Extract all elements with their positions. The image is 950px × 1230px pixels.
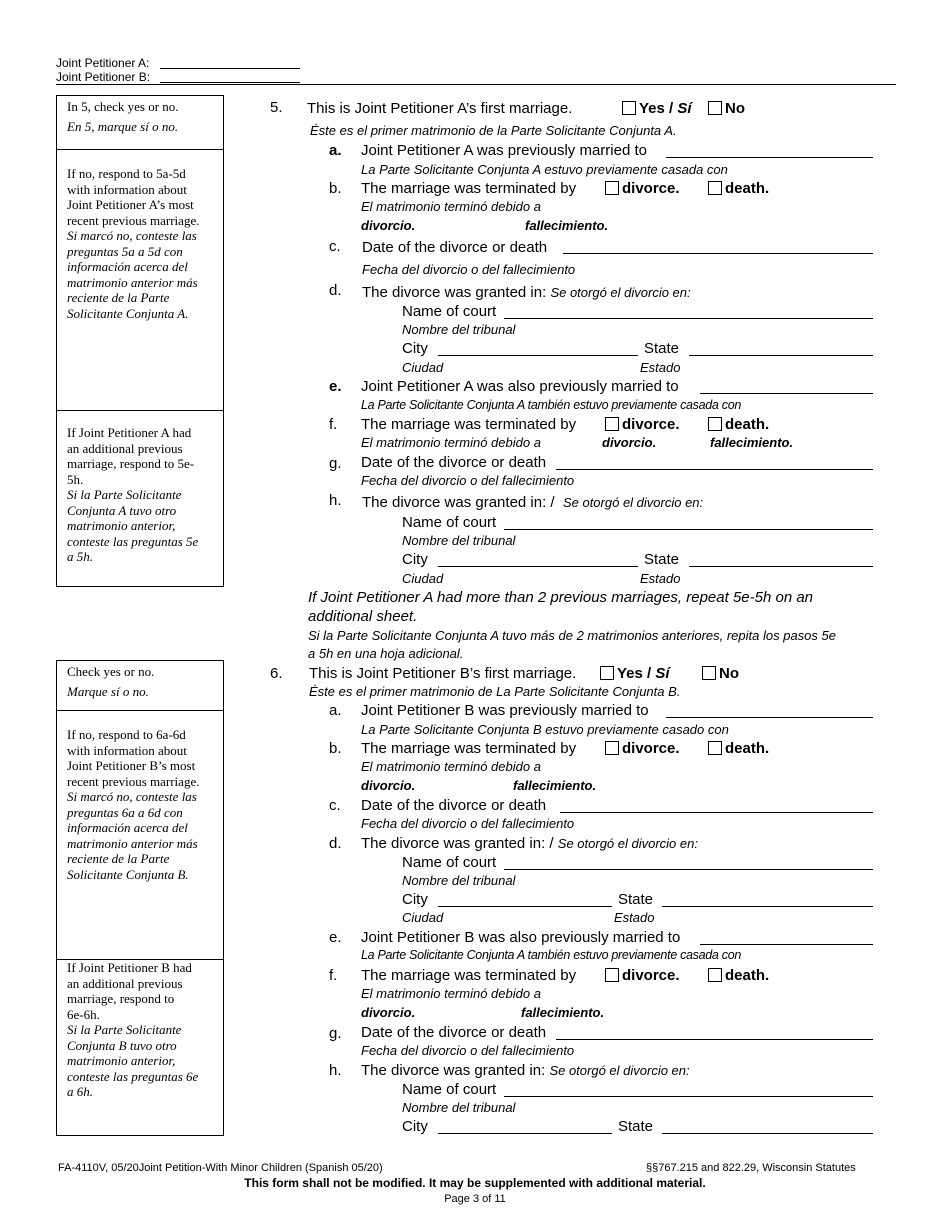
sidebar-text: conteste las preguntas 5e xyxy=(67,533,199,549)
q5e-letter: e. xyxy=(329,378,342,395)
footer-form-id: FA-4110V, 05/20Joint Petition-With Minor Children (Spanish 05/20) xyxy=(58,1162,383,1174)
granted-text-es: Se otorgó el divorcio en: xyxy=(549,1063,690,1078)
q6a-label: Joint Petitioner B was previously married to xyxy=(361,702,649,719)
q6h-state-label: State xyxy=(618,1118,654,1135)
q6-title-es: Éste es el primer matrimonio de La Parte Solicitante Conjunta B. xyxy=(309,684,681,699)
sidebar-text: matrimonio anterior, xyxy=(67,518,176,533)
petitioner-a-label: Joint Petitioner A: xyxy=(56,56,150,70)
q6-yes-option[interactable] xyxy=(600,665,670,682)
q5d-estado: Estado xyxy=(640,360,681,375)
sidebar-text: matrimonio anterior más xyxy=(67,835,198,851)
q5g-label: Date of the divorce or death xyxy=(361,454,547,471)
q5f-death-option[interactable] xyxy=(708,416,769,433)
granted-text: The divorce was granted in: / xyxy=(361,835,554,852)
q5f-letter: f. xyxy=(329,416,338,433)
q6d-court-label: Name of court xyxy=(402,854,497,871)
granted-text: The divorce was granted in: xyxy=(362,284,547,301)
q6h-court-label: Name of court xyxy=(402,1081,497,1098)
q6f-divorce-option[interactable] xyxy=(605,967,680,984)
q6b-fallecimiento: fallecimiento. xyxy=(513,778,597,793)
q6d-ciudad: Ciudad xyxy=(402,910,444,925)
sidebar-b xyxy=(56,660,224,1136)
death-label: death. xyxy=(725,740,770,757)
q6f-label-es: El matrimonio terminó debido a xyxy=(361,986,541,1001)
sidebar-text: marriage, respond to xyxy=(67,991,175,1006)
q6h-label xyxy=(361,1062,690,1079)
q5c-label: Date of the divorce or death xyxy=(362,239,548,256)
q5f-divorce-option[interactable] xyxy=(605,416,680,433)
q6g-letter: g. xyxy=(329,1025,342,1042)
q5f-divorcio: divorcio. xyxy=(602,435,657,450)
petitioner-b-line[interactable] xyxy=(160,82,300,83)
sidebar-text: Joint Petitioner A’s most xyxy=(67,197,194,212)
sidebar-text: In 5, check yes or no. xyxy=(67,99,179,114)
q6d-city-field[interactable] xyxy=(438,906,612,907)
q5h-ciudad: Ciudad xyxy=(402,571,444,586)
q5d-ciudad: Ciudad xyxy=(402,360,444,375)
sidebar-text: Si la Parte Solicitante xyxy=(67,1022,182,1037)
q5-repeat-note: additional sheet. xyxy=(308,608,418,625)
sidebar-text: If Joint Petitioner B had xyxy=(67,960,192,975)
q5b-label-es: El matrimonio terminó debido a xyxy=(361,199,541,214)
q6h-letter: h. xyxy=(329,1062,342,1079)
no-label: No xyxy=(719,665,739,682)
sidebar-text: información acerca del xyxy=(67,820,188,835)
sidebar-text: 5h. xyxy=(67,471,84,487)
si-label: Sí xyxy=(677,100,692,117)
q6c-letter: c. xyxy=(329,797,341,814)
q6b-divorcio: divorcio. xyxy=(361,778,416,793)
sidebar-text: Solicitante Conjunta A. xyxy=(67,305,189,321)
granted-text-es: Se otorgó el divorcio en: xyxy=(550,285,691,300)
q5-yes-option[interactable] xyxy=(622,100,692,117)
q6d-letter: d. xyxy=(329,835,342,852)
sidebar-text: If Joint Petitioner A had xyxy=(67,425,192,440)
sidebar-text: Marque sí o no. xyxy=(67,683,149,699)
q5a-label: Joint Petitioner A was previously married to xyxy=(361,142,647,159)
footer-notice: This form shall not be modified. It may be supplemented with additional material. xyxy=(244,1176,706,1190)
q6d-court-field[interactable] xyxy=(504,869,873,870)
q6-yes-checkbox[interactable] xyxy=(600,666,614,680)
q6c-label: Date of the divorce or death xyxy=(361,797,547,814)
q5h-court-field[interactable] xyxy=(504,529,873,530)
sidebar-text: Solicitante Conjunta B. xyxy=(67,866,189,882)
q6f-divorce-checkbox[interactable] xyxy=(605,968,619,982)
si-label: Sí xyxy=(655,665,670,682)
petitioner-a-line[interactable] xyxy=(160,68,300,69)
q6f-death-option[interactable] xyxy=(708,967,769,984)
q6h-court-es: Nombre del tribunal xyxy=(402,1100,516,1115)
q6b-death-checkbox[interactable] xyxy=(708,741,722,755)
q5b-death-checkbox[interactable] xyxy=(708,181,722,195)
granted-text-es: Se otorgó el divorcio en: xyxy=(557,836,698,851)
sidebar-text: preguntas 5a a 5d con xyxy=(67,243,183,259)
q6d-label xyxy=(361,835,698,852)
granted-text: The divorce was granted in: xyxy=(361,1062,546,1079)
q6h-state-field[interactable] xyxy=(662,1133,873,1134)
q5-no-checkbox[interactable] xyxy=(708,101,722,115)
q5d-state-label: State xyxy=(644,340,680,357)
q6-number: 6. xyxy=(270,665,283,682)
granted-text: The divorce was granted in: / xyxy=(362,494,555,511)
divorce-label: divorce. xyxy=(622,180,680,197)
q5h-estado: Estado xyxy=(640,571,681,586)
q6e-label-es: La Parte Solicitante Conjunta A también estuvo previamente casada con xyxy=(361,948,742,962)
sidebar-text: a 6h. xyxy=(67,1084,93,1099)
q5e-label-es: La Parte Solicitante Conjunta A también estuvo previamente casada con xyxy=(361,398,742,412)
q5-repeat-note-es: Si la Parte Solicitante Conjunta A tuvo más de 2 matrimonios anteriores, repita los pasos 5e xyxy=(308,628,836,643)
footer-statutes: §§767.215 and 822.29, Wisconsin Statutes xyxy=(646,1162,856,1174)
q5b-divorcio: divorcio. xyxy=(361,218,416,233)
q6f-fallecimiento: fallecimiento. xyxy=(521,1005,605,1020)
sidebar-text: If no, respond to 5a-5d xyxy=(67,166,186,181)
q6b-death-option[interactable] xyxy=(708,740,769,757)
divorce-label: divorce. xyxy=(622,740,680,757)
q5f-divorce-checkbox[interactable] xyxy=(605,417,619,431)
q5b-fallecimiento: fallecimiento. xyxy=(525,218,609,233)
q5g-date-field[interactable] xyxy=(556,469,873,470)
q5-yes-checkbox[interactable] xyxy=(622,101,636,115)
q6h-court-field[interactable] xyxy=(504,1096,873,1097)
divorce-label: divorce. xyxy=(622,416,680,433)
q6a-label-es: La Parte Solicitante Conjunta B estuvo previamente casado con xyxy=(361,722,729,737)
sidebar-a xyxy=(56,95,224,587)
q5a-spouse-field[interactable] xyxy=(666,157,873,158)
q6g-date-field[interactable] xyxy=(556,1039,873,1040)
sidebar-text: reciente de la Parte xyxy=(67,851,170,866)
sidebar-text: recent previous marriage. xyxy=(67,773,200,789)
sidebar-text: Si la Parte Solicitante xyxy=(67,487,182,502)
q5d-court-es: Nombre del tribunal xyxy=(402,322,516,337)
q6-no-option[interactable] xyxy=(702,665,739,682)
q5g-letter: g. xyxy=(329,455,342,472)
q5a-label-es: La Parte Solicitante Conjunta A estuvo previamente casada con xyxy=(361,162,728,177)
q5a-letter: a. xyxy=(329,142,342,159)
q6d-city-label: City xyxy=(402,891,428,908)
q6e-letter: e. xyxy=(329,929,342,946)
sidebar-text: If no, respond to 6a-6d xyxy=(67,727,186,742)
sidebar-text: a 5h. xyxy=(67,549,93,564)
petitioner-b-label: Joint Petitioner B: xyxy=(56,70,151,84)
sidebar-text: Joint Petitioner B’s most xyxy=(67,758,196,773)
q5f-label-es: El matrimonio terminó debido a xyxy=(361,435,541,450)
q6b-label-es: El matrimonio terminó debido a xyxy=(361,759,541,774)
granted-text-es: Se otorgó el divorcio en: xyxy=(562,495,704,510)
q5b-divorce-checkbox[interactable] xyxy=(605,181,619,195)
sidebar-text: preguntas 6a a 6d con xyxy=(67,804,183,820)
q5h-letter: h. xyxy=(329,492,342,509)
sidebar-text: recent previous marriage. xyxy=(67,212,200,228)
q5-number: 5. xyxy=(270,99,283,116)
q5d-letter: d. xyxy=(329,282,342,299)
q6b-label: The marriage was terminated by xyxy=(361,740,577,757)
q6f-death-checkbox[interactable] xyxy=(708,968,722,982)
q5d-court-field[interactable] xyxy=(504,318,873,319)
q5h-court-es: Nombre del tribunal xyxy=(402,533,516,548)
sidebar-text: conteste las preguntas 6e xyxy=(67,1068,199,1084)
sidebar-b-additional xyxy=(57,960,223,1106)
q6-title: This is Joint Petitioner B’s first marriage. xyxy=(309,665,577,682)
q5h-state-label: State xyxy=(644,551,680,568)
q5e-spouse-field[interactable] xyxy=(700,393,873,394)
sidebar-text: Check yes or no. xyxy=(67,664,155,679)
sidebar-text: matrimonio anterior más xyxy=(67,274,198,290)
q6a-spouse-field[interactable] xyxy=(666,717,873,718)
q6d-state-label: State xyxy=(618,891,654,908)
sidebar-a-no xyxy=(57,150,223,411)
q5b-letter: b. xyxy=(329,180,342,197)
q5-title: This is Joint Petitioner A’s first marriage. xyxy=(307,100,573,117)
sidebar-text: with information about xyxy=(67,742,187,758)
sidebar-text: reciente de la Parte xyxy=(67,290,170,305)
q5h-court-label: Name of court xyxy=(402,514,497,531)
q5b-divorce-option[interactable] xyxy=(605,180,680,197)
sidebar-text: Conjunta A tuvo otro xyxy=(67,502,177,518)
sidebar-text: 6e-6h. xyxy=(67,1006,100,1022)
sidebar-a-additional xyxy=(57,411,223,571)
q6e-spouse-field[interactable] xyxy=(700,944,873,945)
q5e-label: Joint Petitioner A was also previously married to xyxy=(361,378,679,395)
q6f-divorcio: divorcio. xyxy=(361,1005,416,1020)
q6b-divorce-option[interactable] xyxy=(605,740,680,757)
sidebar-text: Si marcó no, conteste las xyxy=(67,789,197,804)
q6a-letter: a. xyxy=(329,702,342,719)
no-label: No xyxy=(725,100,745,117)
sidebar-text: an additional previous xyxy=(67,440,183,456)
sidebar-text: Conjunta B tuvo otro xyxy=(67,1037,177,1053)
q6d-court-es: Nombre del tribunal xyxy=(402,873,516,888)
q5g-label-es: Fecha del divorcio o del fallecimiento xyxy=(361,473,575,488)
q5c-letter: c. xyxy=(329,238,341,255)
divorce-label: divorce. xyxy=(622,967,680,984)
q5b-label: The marriage was terminated by xyxy=(361,180,577,197)
sidebar-b-no xyxy=(57,711,223,960)
q5c-label-es: Fecha del divorcio o del fallecimiento xyxy=(362,262,576,277)
q5c-date-field[interactable] xyxy=(563,253,873,254)
sidebar-text: marriage, respond to 5e- xyxy=(67,456,195,471)
q6b-divorce-checkbox[interactable] xyxy=(605,741,619,755)
q6f-label: The marriage was terminated by xyxy=(361,967,577,984)
q6b-letter: b. xyxy=(329,740,342,757)
q5f-label: The marriage was terminated by xyxy=(361,416,577,433)
yes-label: Yes / xyxy=(639,100,674,117)
q6g-label: Date of the divorce or death xyxy=(361,1024,547,1041)
sidebar-text: matrimonio anterior, xyxy=(67,1053,176,1068)
q5d-city-field[interactable] xyxy=(438,355,638,356)
q6h-city-label: City xyxy=(402,1118,428,1135)
death-label: death. xyxy=(725,180,770,197)
q5d-city-label: City xyxy=(402,340,428,357)
death-label: death. xyxy=(725,967,770,984)
q5-title-es: Éste es el primer matrimonio de la Parte Solicitante Conjunta A. xyxy=(310,123,677,138)
sidebar-text: an additional previous xyxy=(67,975,183,991)
q5h-label xyxy=(362,494,703,511)
q5f-death-checkbox[interactable] xyxy=(708,417,722,431)
q5h-city-field[interactable] xyxy=(438,566,638,567)
sidebar-text: with information about xyxy=(67,181,187,197)
q5h-state-field[interactable] xyxy=(689,566,873,567)
q5-repeat-note: If Joint Petitioner A had more than 2 previous marriages, repeat 5e-5h on an xyxy=(308,589,814,606)
q6g-label-es: Fecha del divorcio o del fallecimiento xyxy=(361,1043,575,1058)
sidebar-text: Si marcó no, conteste las xyxy=(67,228,197,243)
sidebar-b-check xyxy=(57,661,223,711)
q5-no-option[interactable] xyxy=(708,100,745,117)
q5d-label xyxy=(362,284,691,301)
q5h-city-label: City xyxy=(402,551,428,568)
q5d-state-field[interactable] xyxy=(689,355,873,356)
q6f-letter: f. xyxy=(329,967,338,984)
footer-page-number: Page 3 of 11 xyxy=(444,1193,506,1205)
q6d-state-field[interactable] xyxy=(662,906,873,907)
q6h-city-field[interactable] xyxy=(438,1133,612,1134)
yes-label: Yes / xyxy=(617,665,652,682)
q5b-death-option[interactable] xyxy=(708,180,769,197)
q6d-estado: Estado xyxy=(614,910,655,925)
sidebar-text: información acerca del xyxy=(67,259,188,274)
q5d-court-label: Name of court xyxy=(402,303,497,320)
q6c-date-field[interactable] xyxy=(560,812,873,813)
sidebar-a-check xyxy=(57,96,223,150)
q5-repeat-note-es: a 5h en una hoja adicional. xyxy=(308,646,464,661)
sidebar-text: En 5, marque sí o no. xyxy=(67,118,179,134)
header-rule xyxy=(56,84,896,85)
q6-no-checkbox[interactable] xyxy=(702,666,716,680)
q5f-fallecimiento: fallecimiento. xyxy=(710,435,794,450)
death-label: death. xyxy=(725,416,770,433)
q6c-label-es: Fecha del divorcio o del fallecimiento xyxy=(361,816,575,831)
q6e-label: Joint Petitioner B was also previously married to xyxy=(361,929,681,946)
